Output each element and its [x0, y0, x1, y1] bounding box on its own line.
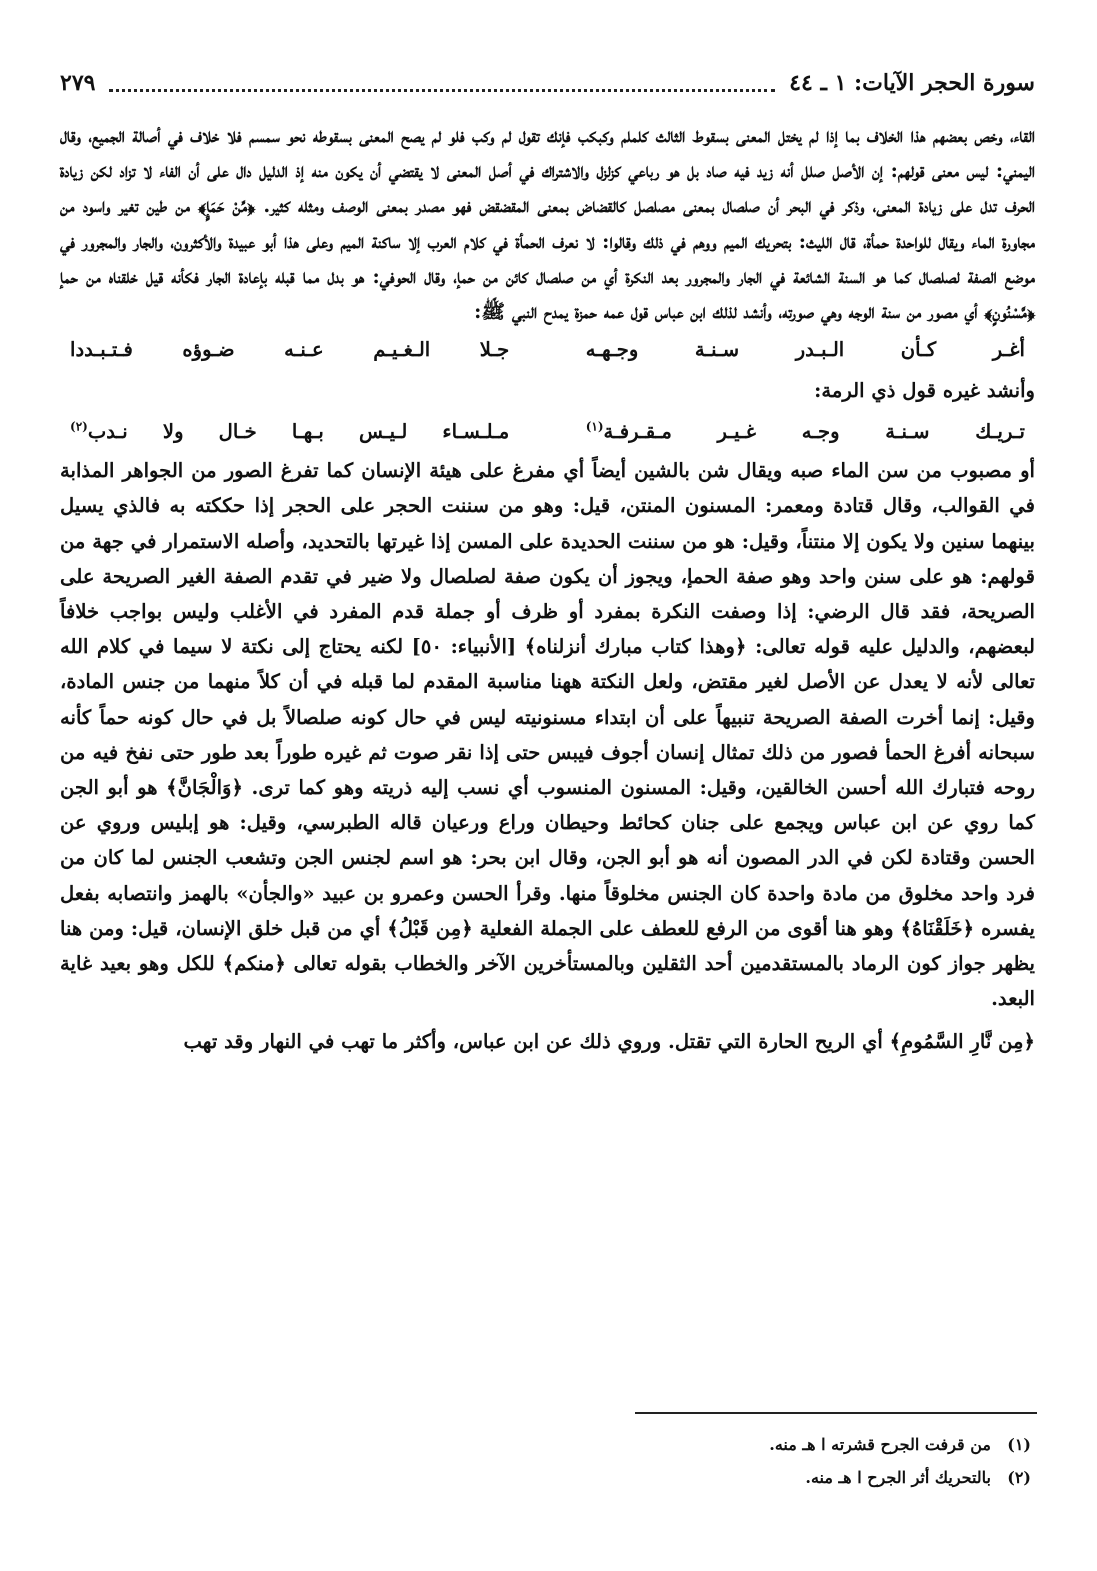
quran-quote: ﴿مَّسْنُونٍ﴾ [984, 300, 1035, 324]
verse-hemistich-second: جـلا الـغـيـم عـنـه ضـوؤه فـتـبـددا [70, 338, 510, 362]
footnote-mark: (٢) [70, 419, 88, 434]
verse-hemistich-second [70, 411, 509, 453]
text-segment: أي الريح الحارة التي تقتل. وروي ذلك عن ابن عباس، وأكثر ما تهب في النهار وقد تهب [183, 1030, 890, 1054]
verse-1 [60, 329, 1035, 371]
page-number: ٢٧٩ [60, 70, 96, 96]
quran-quote: ﴿مِّنْ حَمَإٍ﴾ [198, 194, 256, 218]
text-segment: أي مصور من سنة الوجه وهي صورته، وأنشد لذلك ابن عباس قول عمه حمزة يمدح النبي ﷺ: [474, 300, 985, 324]
dotted-leader [109, 75, 775, 92]
text-segment: من طين تغير واسود من مجاورة الماء ويقال للواحدة حمأة، قال الليث: بتحريك الميم ووهم في ذلك وقالوا: لا نعرف الحمأة في كلام العرب إلا ساكنة الميم وعلى هذا أبو عبيدة والأكثرون، والجار والمجرور في موضع الصفة لصلصال كما هو السنة الشائعة في الجار والمجرور بعد النكرة أي من صلصال كائن من حمإ، وقال الحوفي: هو بدل مما قبله بإعادة الجار فكأنه قيل خلقناه من حمإ [60, 194, 1035, 288]
verse-hemistich-first: أغـر كـأن الـبـدر سـنـة وجـهـه [585, 338, 1025, 362]
text-segment: وهو هنا أقوى من الرفع للعطف على الجملة الفعلية [472, 916, 901, 940]
quran-quote: ﴿وهذا كتاب مبارك أنزلناه﴾ [524, 635, 747, 659]
footnote-divider [635, 1412, 1037, 1414]
footnote-number: (٢) [1007, 1468, 1031, 1487]
footnotes [231, 1428, 1031, 1494]
paragraph-3 [60, 1024, 1035, 1059]
verse-intro: وأنشد غيره قول ذي الرمة: [814, 379, 1035, 403]
paragraph-1 [60, 118, 1035, 329]
footnote-number: (١) [1007, 1435, 1031, 1454]
footnote-2 [231, 1461, 1031, 1494]
page-header [60, 62, 1035, 104]
page-body [60, 118, 1035, 1060]
quran-quote: ﴿خَلَقْنَاهُ﴾ [900, 916, 975, 940]
paragraph-2 [60, 453, 1035, 1016]
text-segment: [الأنبياء: ٥٠] لكنه يحتاج إلى نكتة لا سيما في كلام الله تعالى لأنه لا يعدل عن الأصل لغير مقتض، ولعل النكتة ههنا مناسبة المقدم لما قبله في أن كلاً منهما من جنس المادة، وقيل: إنما أخرت الصفة الصريحة تنبيهاً على أن ابتداء مسنونيته ليس في حال كونه صلصالاً بل في حال كونه حماً كأنه سبحانه أفرغ الحمأ فصور من ذلك تمثال إنسان أجوف فيبس حتى إذا نقر صوت ثم غيره طوراً بعد طور حتى نفخ فيه من روحه فتبارك الله أحسن الخالقين، وقيل: المسنون المنسوب أي نسب إليه ذريته وهو كما ترى. [60, 635, 1035, 800]
verse-text: تـريـك سـنـة وجـه غـيـر مـقـرفـة [603, 420, 1025, 444]
text-segment: القاء، وخص بعضهم هذا الخلاف بما إذا لم يختل المعنى بسقوط الثالث كلملم وكبكب فإنك تقول لم وكب فلو لم يصح المعنى بسقوطه نحو سمسم فلا خلاف في أصالة الجميع، وقال اليمني: ليس معنى قولهم: إن الأصل صلل أنه زيد فيه صاد بل هو رباعي كزلزل والاشتراك في أصل المعنى لا يقتضي أن يكون منه إذ الدليل دال على أن الفاء لا تزاد لكن زيادة الحرف تدل على زيادة المعنى، وذكر في البحر أن صلصال بمعنى مصلصل كالقضاض بمعنى المقضقض فهو مصدر بمعنى الوصف ومثله كثير. [60, 124, 1036, 218]
verse-text: مـلـسـاء لـيـس بـهـا خـال ولا نـدب [87, 420, 510, 444]
running-title: سورة الحجر الآيات: ١ ـ ٤٤ [789, 70, 1035, 96]
text-segment: أي من قبل خلق الإنسان، قيل: ومن هنا يظهر جواز كون الرماد بالمستقدمين أحد الثقلين وبالمستأخرين الآخر والخطاب بقوله تعالى [60, 916, 1035, 976]
quran-quote: ﴿مِن قَبْلُ﴾ [387, 916, 473, 940]
verse-hemistich-first [586, 411, 1025, 453]
footnote-1 [231, 1428, 1031, 1461]
footnote-text: بالتحريك أثر الجرح ا هـ منه. [805, 1468, 991, 1487]
quran-quote: ﴿وَالْجَانَّ﴾ [166, 776, 243, 800]
footnote-mark: (١) [585, 419, 604, 434]
text-segment: هو أبو الجن كما روي عن ابن عباس ويجمع على جنان كحائط وحيطان وراع ورعيان قاله الطبرسي، وقيل: هو إبليس وروي عن الحسن وقتادة لكن في الدر المصون أنه هو أبو الجن، وقال ابن بحر: هو اسم لجنس الجن وتشعب الجنس لما كان من فرد واحد مخلوق من مادة واحدة كان الجنس مخلوقاً منها. وقرأ الحسن وعمرو بن عبيد «والجأن» بالهمز وانتصابه بفعل يفسره [60, 776, 1035, 940]
verse-2 [60, 411, 1035, 453]
quran-quote: ﴿مِن نَّارِ السَّمُومِ﴾ [889, 1030, 1035, 1054]
footnote-text: من قرفت الجرح قشرته ا هـ منه. [769, 1435, 991, 1454]
text-segment: للكل وهو بعيد غاية البعد. [60, 952, 1035, 1011]
quran-quote: ﴿منكم﴾ [222, 952, 286, 976]
document-page [60, 62, 1035, 1060]
text-segment: أو مصبوب من سن الماء صبه ويقال شن بالشين أيضاً أي مفرغ على هيئة الإنسان كما تفرغ الصور من الجواهر المذابة في القوالب، وقال قتادة ومعمر: المسنون المنتن، قيل: وهو من سننت الحجر على الحجر إذا حككته به فالذي يسيل بينهما سنين ولا يكون إلا منتناً، وقيل: هو من سننت الحديدة على المسن إذا غيرتها بالتحديد، وأصله الاستمرار في جهة من قولهم: هو على سنن واحد وهو صفة الحمإ، ويجوز أن يكون صفة لصلصال ولا ضير في تقدم الصفة الغير الصريحة على الصريحة، فقد قال الرضي: إذا وصفت النكرة بمفرد أو ظرف أو جملة قدم المفرد في الأغلب وليس بواجب خلافاً لبعضهم، والدليل عليه قوله تعالى: [60, 459, 1036, 659]
